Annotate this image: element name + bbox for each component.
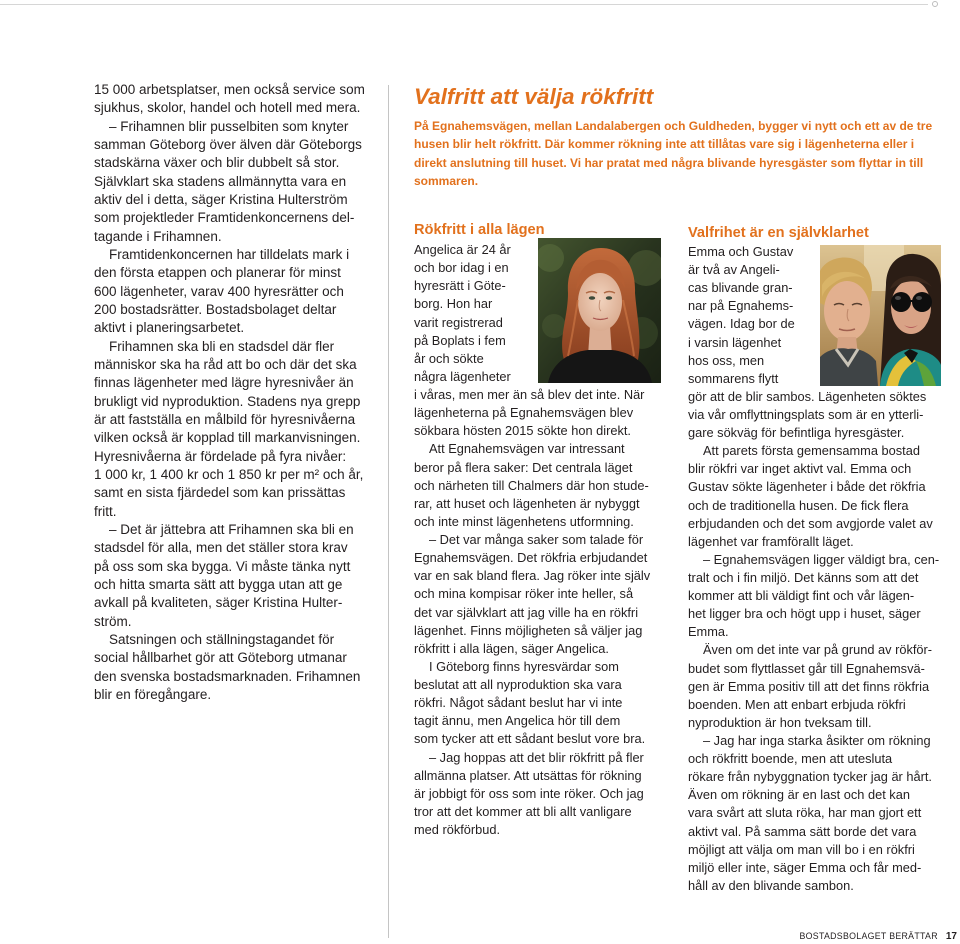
text-line: vägen. Idag bor de xyxy=(688,316,795,332)
column-divider xyxy=(388,85,389,938)
section-heading-emma-gustav: Valfrihet är en självklarhet xyxy=(688,225,869,241)
text-line: avkall på kvaliteten, säger Kristina Hulter- xyxy=(94,595,343,611)
text-line: finnas lägenheter med lägre hyresnivåer än xyxy=(94,375,354,391)
left-column-text xyxy=(94,81,379,704)
text-line: nyproduktion är hon tveksam till. xyxy=(688,714,872,730)
text-line: kommer att bli väldigt fint och vår lägen- xyxy=(688,588,915,604)
text-line: Gustav sökte lägenheter i både det rökfria xyxy=(688,479,926,495)
text-line: 15 000 arbetsplatser, men också service som xyxy=(94,82,365,97)
paragraph xyxy=(688,641,950,732)
text-line: 600 lägenheter, varav 400 hyresrätter och xyxy=(94,283,344,299)
paragraph xyxy=(414,117,949,190)
text-line: och de traditionella husen. De fick flera xyxy=(688,497,909,513)
text-line: miljö eller inte, säger Emma och får med- xyxy=(688,859,922,875)
text-line: är två av Angeli- xyxy=(688,262,780,278)
text-line: rökfri. Något sådant beslut har vi inte xyxy=(414,695,623,711)
text-line: husen blir helt rökfritt. Där kommer rökning inte att tillåtas vare sig i lägenheterna eller i xyxy=(414,137,915,152)
text-line: några lägenheter xyxy=(414,368,511,384)
text-line: ström. xyxy=(94,613,132,629)
text-line: – Frihamnen blir pusselbiten som knyter xyxy=(109,118,349,134)
text-line: lägenheterna på Egnahemsvägen blev xyxy=(414,405,634,421)
text-line: Även om rökning är en last och det kan xyxy=(688,787,910,803)
text-line: brukligt vid nyproduktion. Stadens nya grepp xyxy=(94,393,361,409)
photo-angelica xyxy=(538,238,661,383)
text-line: människor ska ha råd att bo och där det ska xyxy=(94,356,357,372)
text-line: tagit ännu, men Angelica hör till dem xyxy=(414,713,621,729)
text-line: Emma. xyxy=(688,624,729,640)
text-line: som projektleder Framtidenkoncernens del- xyxy=(94,210,355,226)
text-line: och inte minst lägenhetens utformning. xyxy=(414,513,634,529)
text-line: – Det var många saker som talade för xyxy=(429,532,644,547)
text-line: sjukhus, skolor, handel och hotell med mera. xyxy=(94,100,361,116)
text-line: i varsin lägenhet xyxy=(688,334,782,350)
text-line: – Jag har inga starka åsikter om rökning xyxy=(703,732,931,748)
text-line: Självklart ska stadens allmännytta vara en xyxy=(94,173,347,189)
text-line: samman Göteborg över älven där Göteborgs xyxy=(94,136,362,152)
text-line: – Egnahemsvägen ligger väldigt bra, cen- xyxy=(703,551,940,567)
text-line: sommaren. xyxy=(414,173,479,188)
text-line: var en sak bland flera. Jag röker inte själv xyxy=(414,568,651,584)
text-line: borg. Hon har xyxy=(414,296,493,312)
text-line: på Boplats i fem xyxy=(414,332,506,348)
text-line: budet som flyttlasset går till Egnahemsvä- xyxy=(688,660,925,676)
paragraph xyxy=(688,732,950,895)
text-line: vilken också är kopplad till markanvisningen. xyxy=(94,430,361,446)
text-line: med rökförbud. xyxy=(414,822,501,837)
paragraph xyxy=(94,521,379,631)
paragraph xyxy=(94,246,379,338)
paragraph xyxy=(94,338,379,521)
text-line: via vår omflyttningsplats som är en ytterli- xyxy=(688,406,924,422)
text-line: Emma och Gustav xyxy=(688,244,794,259)
text-line: direkt anslutning till huset. Vi har pratat med några blivande hyresgäster som flyttar in till xyxy=(414,155,924,170)
text-line: rar, att huset och lägenheten är nybyggt xyxy=(414,495,640,511)
text-line: lägenhet var framförallt läget. xyxy=(688,533,854,549)
page-footer xyxy=(799,930,957,942)
text-line: beslutat att all nyproduktion ska vara xyxy=(414,677,622,692)
text-line: och rökfritt boende, men att utesluta xyxy=(688,751,893,767)
paragraph xyxy=(414,749,659,840)
paragraph xyxy=(688,551,950,642)
article-title: Valfritt att välja rökfritt xyxy=(414,84,654,109)
text-line: år och sökte xyxy=(414,350,484,366)
text-line: möjligt att välja om man vill bo i en rökfri xyxy=(688,841,915,857)
text-line: rökfritt i alla lägen, säger Angelica. xyxy=(414,640,609,656)
text-line: håll av den blivande sambon. xyxy=(688,877,854,893)
text-line: beror på flera saker: Det centrala läget xyxy=(414,459,633,475)
text-line: sökbara hösten 2015 sökte hon direkt. xyxy=(414,423,631,439)
text-line: gör att de blir sambos. Lägenheten söktes xyxy=(688,388,927,404)
paragraph xyxy=(688,442,950,551)
text-line: i våras, men mer än så blev det inte. När xyxy=(414,387,645,402)
text-line: Att parets första gemensamma bostad xyxy=(703,443,920,459)
text-line: och närheten till Chalmers där hon stude- xyxy=(414,477,649,493)
text-line: Hyresnivåerna är fördelade på fyra nivåer: xyxy=(94,448,347,464)
text-line: är att fastställa en målbild för hyresnivåerna xyxy=(94,411,356,427)
text-line: det var självklart att jag ville ha en rökfri xyxy=(414,604,639,620)
paragraph xyxy=(94,81,379,118)
article-lead xyxy=(414,117,949,190)
text-line: varit registrerad xyxy=(414,314,503,330)
text-line: allmänna platser. Att utsättas för rökning xyxy=(414,767,642,783)
text-line: och bor idag i en xyxy=(414,260,509,276)
text-line: blir en föregångare. xyxy=(94,686,212,702)
top-rule xyxy=(0,4,928,5)
text-line: sommarens flytt xyxy=(688,370,779,386)
text-line: Även om det inte var på grund av rökför- xyxy=(703,642,933,658)
page-number: 17 xyxy=(945,930,957,942)
text-line: boenden. Men att enbart erbjuda rökfri xyxy=(688,696,906,712)
paragraph xyxy=(94,631,379,704)
text-line: – Jag hoppas att det blir rökfritt på fler xyxy=(429,749,644,765)
text-line: 1 000 kr, 1 400 kr och 1 850 kr per m² och år, xyxy=(94,466,364,482)
paragraph xyxy=(94,118,379,246)
text-line: samt en sista fjärdedel som kan prissättas xyxy=(94,485,346,501)
text-line: lägenhet. Finns möjligheten så väljer jag xyxy=(414,622,643,638)
text-line: het ligger bra och högt upp i huset, säger xyxy=(688,606,921,622)
text-line: social hållbarhet gör att Göteborg utmanar xyxy=(94,650,347,666)
section-name: BOSTADSBOLAGET BERÄTTAR xyxy=(799,931,938,941)
text-line: och hitta smarta sätt att bygga utan att ge xyxy=(94,576,343,592)
text-line: cas blivande gran- xyxy=(688,280,793,296)
text-line: Att Egnahemsvägen var intressant xyxy=(429,441,625,457)
text-line: blir rökfri var inget aktivt val. Emma och xyxy=(688,461,912,477)
registration-mark xyxy=(932,1,938,7)
text-line: På Egnahemsvägen, mellan Landalabergen och Guldheden, bygger vi nytt och ett av de tre xyxy=(414,119,933,133)
text-line: fritt. xyxy=(94,503,117,519)
text-line: på oss som ska bygga. Vi måste tänka nytt xyxy=(94,558,351,574)
text-line: Egnahemsvägen. Det rökfria erbjudandet xyxy=(414,550,648,566)
text-line: gen är Emma positiv till att det finns rökfria xyxy=(688,678,930,694)
text-line: tagande i Frihamnen. xyxy=(94,228,222,244)
photo-emma-gustav xyxy=(820,245,941,386)
text-line: – Det är jättebra att Frihamnen ska bli en xyxy=(109,521,354,537)
text-line: Framtidenkoncernen har tilldelats mark i xyxy=(109,246,350,262)
text-line: den första etappen och planerar för minst xyxy=(94,265,341,281)
text-line: gare sökväg för befintliga hyresgäster. xyxy=(688,425,905,441)
text-line: som tycker att ett sådant beslut vore bra. xyxy=(414,731,646,747)
text-line: I Göteborg finns hyresvärdar som xyxy=(429,658,619,674)
text-line: Satsningen och ställningstagandet för xyxy=(109,631,335,647)
section-heading-angelica: Rökfritt i alla lägen xyxy=(414,222,545,238)
text-line: är jobbigt för oss som inte röker. Och jag xyxy=(414,785,644,801)
text-line: den svenska bostadsmarknaden. Frihamnen xyxy=(94,668,361,684)
paragraph xyxy=(414,658,659,749)
text-line: och mina kompisar röker inte heller, så xyxy=(414,586,634,602)
paragraph xyxy=(414,531,659,658)
text-line: tralt och i fin miljö. Det känns som att det xyxy=(688,569,919,585)
text-line: vara svårt att sluta röka, har man gjort ett xyxy=(688,805,922,821)
text-line: hos oss, men xyxy=(688,352,765,368)
text-line: tror att det kommer att bli allt vanligare xyxy=(414,803,632,819)
text-line: rökare från nybyggnation tycker jag är hårt. xyxy=(688,769,932,785)
text-line: 200 bostadsrätter. Bostadsbolaget deltar xyxy=(94,301,337,317)
text-line: Angelica är 24 år xyxy=(414,242,511,257)
text-line: Frihamnen ska bli en stadsdel där fler xyxy=(109,338,335,354)
text-line: stadsdel för alla, men det ställer stora krav xyxy=(94,540,348,556)
paragraph xyxy=(414,440,659,531)
text-line: nar på Egnahems- xyxy=(688,298,794,314)
text-line: erbjudanden och det som avgjorde valet av xyxy=(688,515,933,531)
text-line: hyresrätt i Göte- xyxy=(414,278,506,294)
text-line: aktivt i planeringsarbetet. xyxy=(94,320,245,336)
text-line: aktiv del i detta, säger Kristina Hulterström xyxy=(94,191,348,207)
text-line: stadskärna växer och blir dubbelt så stor. xyxy=(94,155,340,171)
text-line: aktivt val. På samma sätt borde det vara xyxy=(688,823,917,839)
